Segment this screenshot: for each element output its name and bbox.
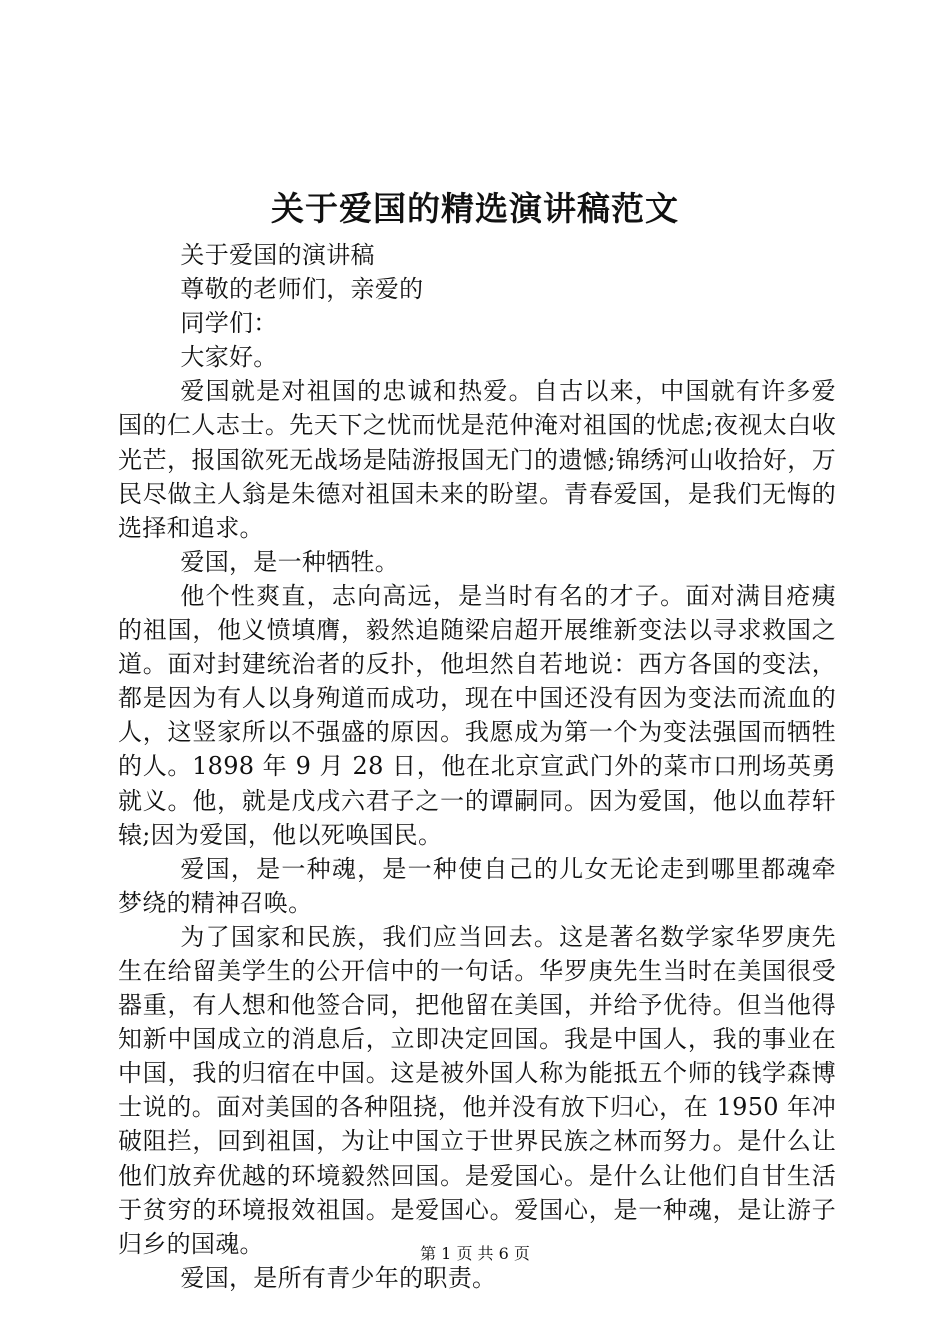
paragraph: 大家好。 <box>180 343 278 372</box>
paragraph: 他个性爽直，志向高远，是当时有名的才子。面对满目疮痍的祖国，他义愤填膺，毅然追随梁启超开展维新变法以寻求救国之道。面对封建统治者的反扑，他坦然自若地说：西方各国的变法，都是因为有人以身殉道而成功，现在中国还没有因为变法而流血的人，这竖家所以不强盛的原因。我愿成为第一个为变法强国而牺牲的人。1898 年 9 月 28 日，他在北京宣武门外的菜市口刑场英勇就义。他，就是戊戌六君子之一的谭嗣同。因为爱国，他以血荐轩辕;因为爱国，他以死唤国民。 <box>118 581 836 849</box>
document-title: 关于爱国的精选演讲稿范文 <box>271 189 679 228</box>
paragraph: 尊敬的老师们，亲爱的 <box>180 275 424 304</box>
paragraph: 爱国，是一种魂，是一种使自己的儿女无论走到哪里都魂牵梦绕的精神召唤。 <box>118 854 836 917</box>
paragraph: 同学们： <box>180 309 278 338</box>
paragraph: 爱国，是一种牺牲。 <box>180 547 400 576</box>
page-footer: 第 1 页 共 6 页 <box>420 1244 530 1263</box>
paragraph: 关于爱国的演讲稿 <box>180 241 375 269</box>
paragraph: 爱国，是所有青少年的职责。 <box>180 1263 497 1292</box>
paragraph: 爱国就是对祖国的忠诚和热爱。自古以来，中国就有许多爱国的仁人志士。先天下之忧而忧是范仲淹对祖国的忧虑;夜视太白收光芒，报国欲死无战场是陆游报国无门的遗憾;锦绣河山收拾好，万民尽做主人翁是朱德对祖国未来的盼望。青春爱国，是我们无悔的选择和追求。 <box>118 377 836 542</box>
paragraph: 为了国家和民族，我们应当回去。这是著名数学家华罗庚先生在给留美学生的公开信中的一句话。华罗庚先生当时在美国很受器重，有人想和他签合同，把他留在美国，并给予优待。但当他得知新中国成立的消息后，立即决定回国。我是中国人，我的事业在中国，我的归宿在中国。这是被外国人称为能抵五个师的钱学森博士说的。面对美国的各种阻挠，他并没有放下归心，在 1950 年冲破阻拦，回到祖国，为让中国立于世界民族之林而努力。是什么让他们放弃优越的环境毅然回国。是爱国心。是什么让他们自甘生活于贫穷的环境报效祖国。是爱国心。爱国心，是一种魂，是让游子归乡的国魂。 <box>118 922 836 1258</box>
document-body <box>118 238 836 1295</box>
